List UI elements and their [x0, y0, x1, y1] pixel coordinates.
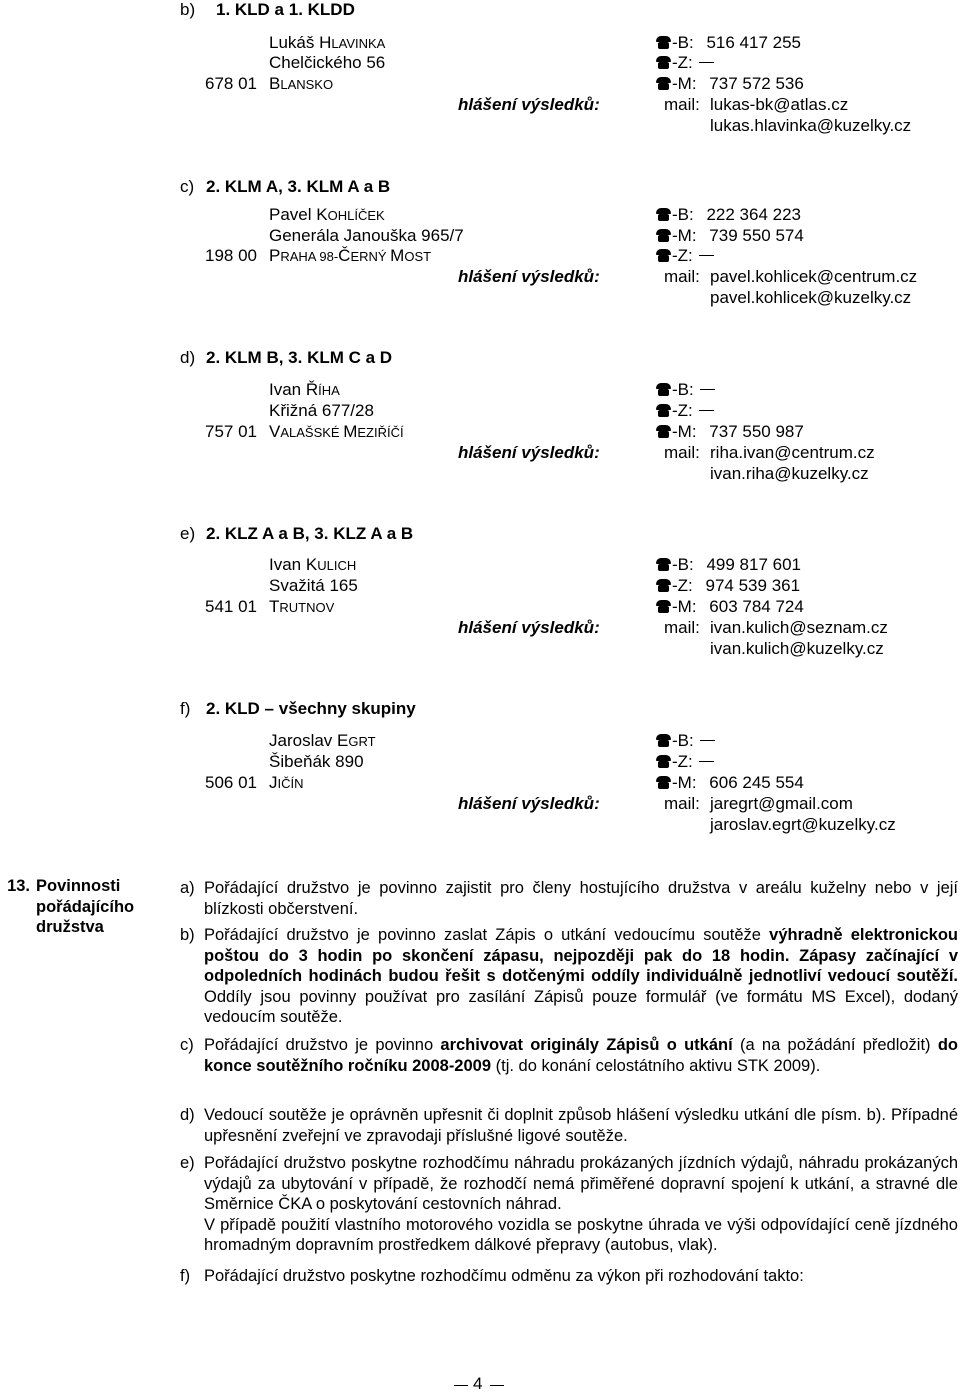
- mail-label: mail:: [664, 95, 700, 114]
- paragraph-d: d) Vedoucí soutěže je oprávněn upřesnit či doplnit způsob hlášení výsledku utkání dle písm. b). Případné upřesnění zveřejní ve zpravodaji příslušné ligové soutěže.: [180, 1106, 958, 1145]
- section-letter: f): [180, 699, 191, 718]
- paragraph-c: c) Pořádající družstvo je povinno archivovat originály Zápisů o utkání (a na požádání předložit) do konce soutěžního ročníku 2008-2009 (tj. do konání celostátního aktivu STK 2009).: [180, 1036, 959, 1075]
- phone-icon: [656, 208, 671, 221]
- contact-street: Křižná 677/28: [269, 401, 374, 420]
- phone-z: -Z:: [656, 752, 714, 772]
- mail-label: mail:: [664, 794, 700, 813]
- contact-zip: 198 00: [205, 246, 257, 265]
- phone-z: -Z:: [656, 246, 714, 266]
- page-dash-right: [490, 1385, 504, 1386]
- empty-dash: [699, 62, 714, 63]
- contact-name: Ivan KULICH: [269, 555, 357, 574]
- article-title: Povinnosti pořádajícího družstva: [36, 877, 135, 936]
- section-heading: 2. KLM A, 3. KLM A a B: [206, 177, 391, 196]
- email-link[interactable]: pavel.kohlicek@kuzelky.cz: [710, 288, 912, 307]
- section-letter: b): [180, 0, 196, 19]
- section-letter: e): [180, 524, 196, 543]
- phone-b: -B:: [656, 731, 715, 751]
- contact-city: PRAHA 98-ČERNÝ MOST: [269, 246, 432, 265]
- paragraph-a: a) Pořádající družstvo je povinno zajistit pro členy hostujícího družstva v areálu kuželny nebo v její blízkosti občerstvení.: [180, 879, 958, 918]
- contact-name: Jaroslav EGRT: [269, 731, 376, 750]
- phone-icon: [656, 755, 671, 768]
- phone-icon: [656, 249, 671, 262]
- phone-icon: [656, 579, 671, 592]
- phone-icon: [656, 36, 671, 49]
- phone-icon: [656, 734, 671, 747]
- section-letter: d): [180, 348, 196, 367]
- empty-dash: [700, 389, 715, 390]
- email-link[interactable]: ivan.kulich@seznam.cz: [710, 618, 888, 637]
- contact-name: Ivan ŘÍHA: [269, 380, 340, 399]
- email-link[interactable]: ivan.riha@kuzelky.cz: [710, 464, 869, 483]
- report-label: hlášení výsledků:: [458, 95, 600, 114]
- page-dash-left: [454, 1385, 468, 1386]
- section-heading: 2. KLD – všechny skupiny: [206, 699, 416, 718]
- email-link[interactable]: ivan.kulich@kuzelky.cz: [710, 639, 884, 658]
- phone-icon: [656, 229, 671, 242]
- report-label: hlášení výsledků:: [458, 443, 600, 462]
- contact-street: Generála Janouška 965/7: [269, 226, 464, 245]
- contact-street: Svažitá 165: [269, 576, 358, 595]
- phone-z: -Z:: [656, 401, 714, 421]
- contact-zip: 541 01: [205, 597, 257, 616]
- phone-m: -M: 737 572 536: [656, 74, 804, 94]
- phone-m: -M: 739 550 574: [656, 226, 804, 246]
- phone-z: -Z:: [656, 53, 714, 73]
- phone-icon: [656, 425, 671, 438]
- phone-icon: [656, 56, 671, 69]
- phone-icon: [656, 383, 671, 396]
- article-number: 13.: [7, 877, 30, 895]
- contact-name: Lukáš HLAVINKA: [269, 33, 386, 52]
- contact-name: Pavel KOHLÍČEK: [269, 205, 385, 224]
- email-link[interactable]: jaroslav.egrt@kuzelky.cz: [710, 815, 896, 834]
- paragraph-b: b) Pořádající družstvo je povinno zaslat Zápis o utkání vedoucímu soutěže výhradně elektronickou poštou do 3 hodin po skončení zápasu, nejpozději pak do 18 hodin. Zápasy začínající v odpoledních hodinách budou řešit s dotčenými oddíly individuálně jednotliví vedoucí soutěží. Oddíly jsou povinny používat pro zasílání Zápisů pouze formulář (ve formátu MS Excel), dodaný vedoucím soutěže.: [180, 926, 958, 1026]
- contact-city: TRUTNOV: [269, 597, 335, 616]
- phone-icon: [656, 404, 671, 417]
- section-heading: 2. KLM B, 3. KLM C a D: [206, 348, 393, 367]
- paragraph-e: e) Pořádající družstvo poskytne rozhodčímu náhradu prokázaných jízdních výdajů, náhradu prokázaných výdajů za ubytování v případě, že rozhodčí nemá přiměřené dopravní spojení k utkání, a stravné dle Směrnice ČKA o poskytování cestovních náhrad. V případě použití vlastního motorového vozidla se poskytne úhrada ve výši odpovídající ceně jízdného hromadným dopravním prostředkem dálkové přepravy (autobus, vlak).: [180, 1154, 958, 1254]
- mail-label: mail:: [664, 443, 700, 462]
- empty-dash: [699, 255, 714, 256]
- phone-icon: [656, 558, 671, 571]
- email-link[interactable]: jaregrt@gmail.com: [710, 794, 853, 813]
- report-label: hlášení výsledků:: [458, 267, 600, 286]
- contact-zip: 506 01: [205, 773, 257, 792]
- section-heading: 2. KLZ A a B, 3. KLZ A a B: [206, 524, 414, 543]
- mail-label: mail:: [664, 267, 700, 286]
- paragraph-f: f) Pořádající družstvo poskytne rozhodčímu odměnu za výkon při rozhodování takto:: [180, 1267, 804, 1285]
- section-letter: c): [180, 177, 195, 196]
- contact-zip: 757 01: [205, 422, 257, 441]
- phone-icon: [656, 600, 671, 613]
- phone-z: -Z: 974 539 361: [656, 576, 800, 596]
- contact-city: BLANSKO: [269, 74, 334, 93]
- phone-icon: [656, 77, 671, 90]
- email-link[interactable]: lukas.hlavinka@kuzelky.cz: [710, 116, 912, 135]
- contact-zip: 678 01: [205, 74, 257, 93]
- contact-street: Chelčického 56: [269, 53, 386, 72]
- contact-city: JIČÍN: [269, 773, 304, 792]
- email-link[interactable]: lukas-bk@atlas.cz: [710, 95, 849, 114]
- empty-dash: [700, 740, 715, 741]
- mail-label: mail:: [664, 618, 700, 637]
- phone-m: -M: 737 550 987: [656, 422, 804, 442]
- section-heading: 1. KLD a 1. KLDD: [216, 0, 355, 19]
- email-link[interactable]: pavel.kohlicek@centrum.cz: [710, 267, 918, 286]
- report-label: hlášení výsledků:: [458, 794, 600, 813]
- page-number: 4: [450, 1374, 510, 1394]
- report-label: hlášení výsledků:: [458, 618, 600, 637]
- phone-b: -B: 516 417 255: [656, 33, 801, 53]
- phone-b: -B:: [656, 380, 715, 400]
- phone-b: -B: 222 364 223: [656, 205, 801, 225]
- contact-city: VALAŠSKÉ MEZIŘÍČÍ: [269, 422, 404, 441]
- email-link[interactable]: riha.ivan@centrum.cz: [710, 443, 875, 462]
- phone-b: -B: 499 817 601: [656, 555, 801, 575]
- phone-icon: [656, 776, 671, 789]
- contact-street: Šibeňák 890: [269, 752, 364, 771]
- empty-dash: [699, 410, 714, 411]
- phone-m: -M: 603 784 724: [656, 597, 804, 617]
- empty-dash: [699, 761, 714, 762]
- phone-m: -M: 606 245 554: [656, 773, 804, 793]
